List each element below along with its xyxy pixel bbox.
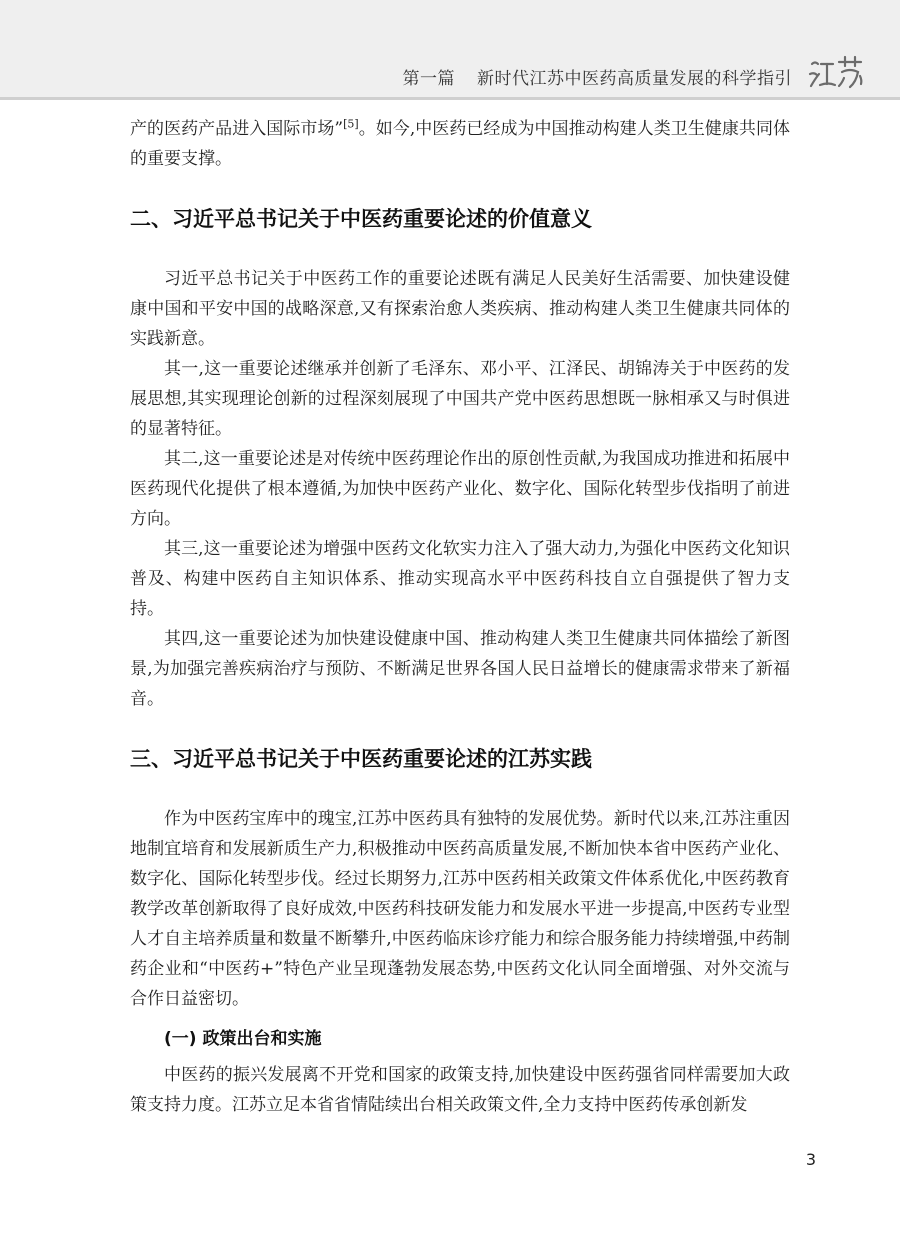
jiangsu-calligraphy-logo <box>806 52 866 92</box>
citation-marker: [5] <box>343 117 359 131</box>
paragraph: 其一,这一重要论述继承并创新了毛泽东、邓小平、江泽民、胡锦涛关于中医药的发展思想,其实现理论创新的过程深刻展现了中国共产党中医药思想既一脉相承又与时俱进的显著特征。 <box>130 359 790 439</box>
page-number: 3 <box>805 1150 816 1169</box>
paragraph-text: 。如今,中医药已经成为中国推动构建人类卫生健康共同体的重要支撑。 <box>130 119 790 169</box>
paragraph: 其三,这一重要论述为增强中医药文化软实力注入了强大动力,为强化中医药文化知识普及、构建中医药自主知识体系、推动实现高水平中医药科技自立自强提供了智力支持。 <box>130 539 790 619</box>
paragraph: 中医药的振兴发展离不开党和国家的政策支持,加快建设中医药强省同样需要加大政策支持力度。江苏立足本省省情陆续出台相关政策文件,全力支持中医药传承创新发 <box>130 1065 790 1115</box>
paragraph: 作为中医药宝库中的瑰宝,江苏中医药具有独特的发展优势。新时代以来,江苏注重因地制宜培育和发展新质生产力,积极推动中医药高质量发展,不断加快本省中医药产业化、数字化、国际化转型步伐。经过长期努力,江苏中医药相关政策文件体系优化,中医药教育教学改革创新取得了良好成效,中医药科技研发能力和发展水平进一步提高,中医药专业型人才自主培养质量和数量不断攀升,中医药临床诊疗能力和综合服务能力持续增强,中药制药企业和“中医药+”特色产业呈现蓬勃发展态势,中医药文化认同全面增强、对外交流与合作日益密切。 <box>130 809 790 1009</box>
main-content <box>130 114 790 1120</box>
section-heading: 三、习近平总书记关于中医药重要论述的江苏实践 <box>130 747 592 771</box>
header-part: 第一篇 <box>402 69 455 89</box>
paragraph: 其四,这一重要论述为加快建设健康中国、推动构建人类卫生健康共同体描绘了新图景,为加强完善疾病治疗与预防、不断满足世界各国人民日益增长的健康需求带来了新福音。 <box>130 629 790 709</box>
running-header-text <box>403 64 793 89</box>
header-divider <box>0 97 900 100</box>
header-title: 新时代江苏中医药高质量发展的科学指引 <box>477 69 792 89</box>
paragraph: 其二,这一重要论述是对传统中医药理论作出的原创性贡献,为我国成功推进和拓展中医药现代化提供了根本遵循,为加快中医药产业化、数字化、国际化转型步伐指明了前进方向。 <box>130 449 790 529</box>
paragraph: 习近平总书记关于中医药工作的重要论述既有满足人民美好生活需要、加快建设健康中国和平安中国的战略深意,又有探索治愈人类疾病、推动构建人类卫生健康共同体的实践新意。 <box>130 269 790 349</box>
paragraph-continuation <box>130 114 790 174</box>
section-heading: 二、习近平总书记关于中医药重要论述的价值意义 <box>130 207 592 231</box>
paragraph-text: 产的医药产品进入国际市场” <box>130 119 344 139</box>
subsection-heading: (一) 政策出台和实施 <box>164 1029 322 1049</box>
